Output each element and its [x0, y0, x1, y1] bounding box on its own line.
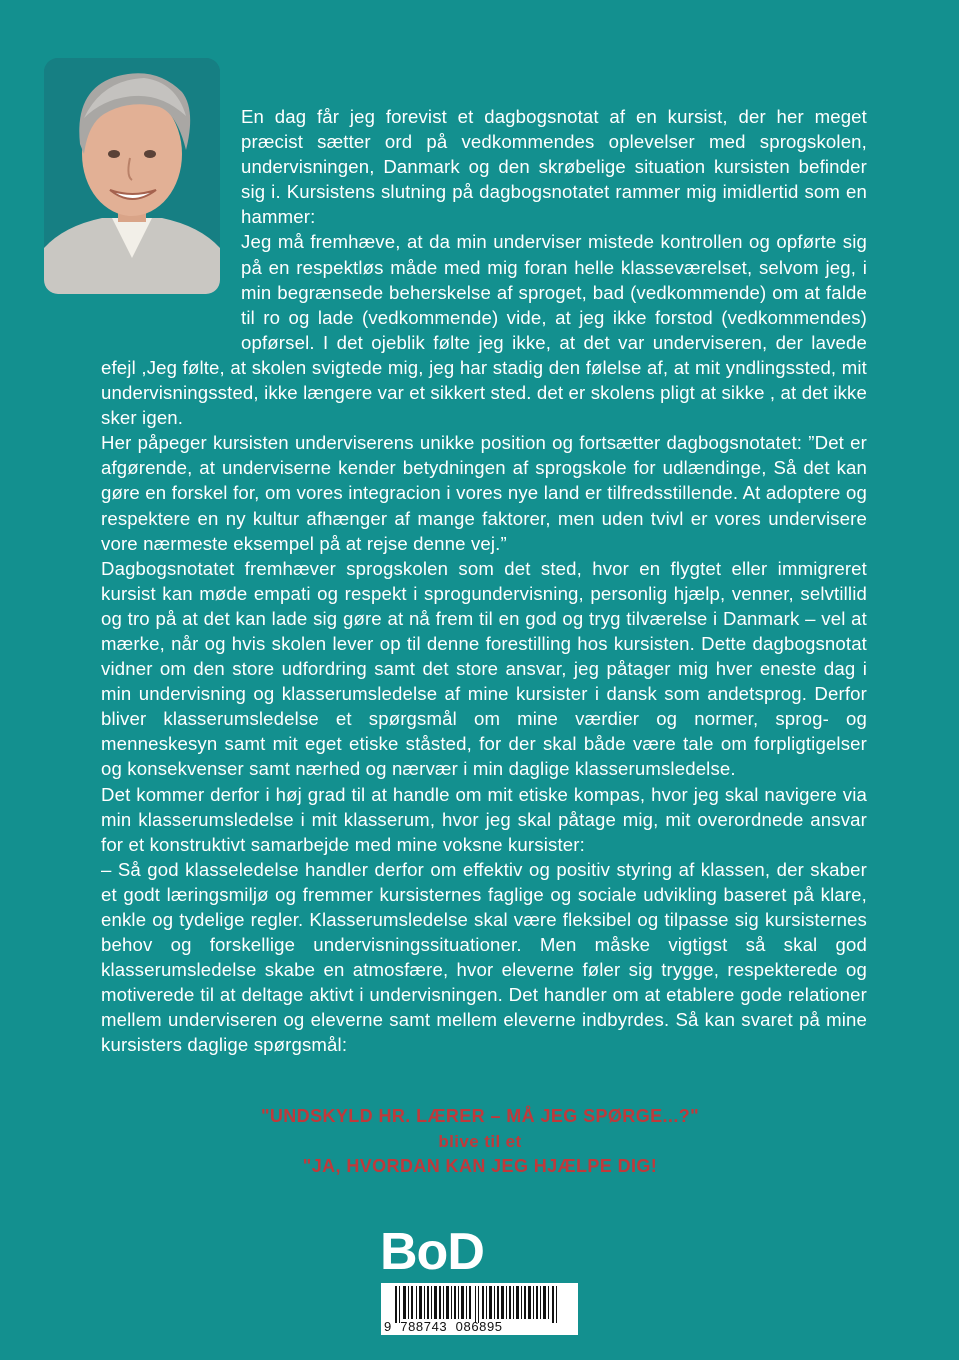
publisher-logo: BoD: [380, 1223, 484, 1281]
paragraph-intro: En dag får jeg forevist et dagbogsnotat af en kursist, der her meget præcist sætter ord på vedkommendes oplevelser med sprogskolen, undervisningen, Danmark og den skrøbelige situation kursisten befinder sig i. Kursistens slutning på dagbogsnotatet rammer mig imidlertid som en hammer:: [241, 106, 867, 228]
closing-quote: [180, 1104, 780, 1179]
paragraph-ethical-compass: Det kommer derfor i høj grad til at handle om mit etiske kompas, hvor jeg skal navigere via min klasserumsledelse i mit klasserum, hvor jeg skal påtage mig, mit overordnede ansvar for et konstruktivt samarbejde med mine voksne kursister:: [101, 783, 867, 855]
closing-line-1: "UNDSKYLD HR. LÆRER – MÅ JEG SPØRGE...?": [260, 1106, 700, 1126]
barcode-bars-icon: [381, 1283, 578, 1323]
paragraph-class-management: – Så god klasseledelse handler derfor om effektiv og positiv styring af klassen, der skaber et godt læringsmiljø og fremmer kursisternes faglige og sociale udvikling baseret på klare, enkle og tydelige regler. Klasserumsledelse skal være fleksibel og tilpasse sig kursisternes behov og forskellige undervisningssituationer. Men måske vigtigst så skal god klasserumsledelse skabe en atmosfære, hvor eleverne føler sig trygge, respekterede og motiverede til at deltage aktivt i undervisningen. Det handler om at etablere gode relationer mellem underviseren og eleverne samt mellem eleverne indbyrdes. Så kan svaret på mine kursisters daglige spørgsmål:: [101, 858, 867, 1056]
paragraph-position: Her påpeger kursisten underviserens unikke position og fortsætter dagbogsnotatet: ”Det er afgørende, at underviserne kender betydningen af sprogskole for udlændinge, Så det kan gøre en forskel for, om vores integracion i vores nye land er tilfredsstillende. At adoptere og respektere en ny kultur afhænger af mange faktorer, men uden tvivl er vores undervisere vore nærmeste eksempel på at rejse denne vej.”: [101, 432, 867, 554]
paragraph-diary-quote: Jeg må fremhæve, at da min underviser mistede kontrollen og opførte sig på en respektløs måde med mig foran helle klasseværelset, selvom jeg, i min begrænsede beherskelse af sproget, bad (vedkommende) om at falde til ro og lade (vedkommende) vide, at jeg ikke forstod (vedkommendes) opførsel. I det ojeblik følte jeg ikke, at det var underviseren, der lavede efejl ,Jeg følte, at skolen svigtede mig, jeg har stadig den følelse af, at mit yndlingssted, mit undervisningssted, ikke længere var et sikkert sted. det er skolens pligt at sikke , at det ikke sker igen.: [101, 231, 867, 429]
body-text: [101, 104, 867, 1058]
isbn-digits: 9 788743 086895: [384, 1319, 503, 1334]
isbn-barcode: [381, 1283, 578, 1335]
paragraph-diary-analysis: Dagbogsnotatet fremhæver sprogskolen som det sted, hvor en flygtet eller immigreret kursist kan møde empati og respekt i sprogundervisning, personlig hjælp, venner, selvtillid og tro på at det kan lade sig gøre at nå frem til en god og tryg tilværelse i Danmark – vel at mærke, når og hvis skolen lever op til denne forestilling hos kursisten. Dette dagbogsnotat vidner om den store udfordring samt det store ansvar, jeg påtager mig hver eneste dag i min undervisning og klasserumsledelse af mine kursister i dansk som andetsprog. Derfor bliver klasserumsledelse et spørgsmål om mine værdier og normer, sprog- og menneskesyn samt mit eget etiske ståsted, for der skal både være tale om forpligtigelser og konsekvenser samt nærhed og nærvær i min daglige klasserumsledelse.: [101, 557, 867, 780]
closing-line-3: "JA, HVORDAN KAN JEG HJÆLPE DIG!: [302, 1156, 658, 1176]
closing-line-2: blive til et: [438, 1132, 522, 1151]
